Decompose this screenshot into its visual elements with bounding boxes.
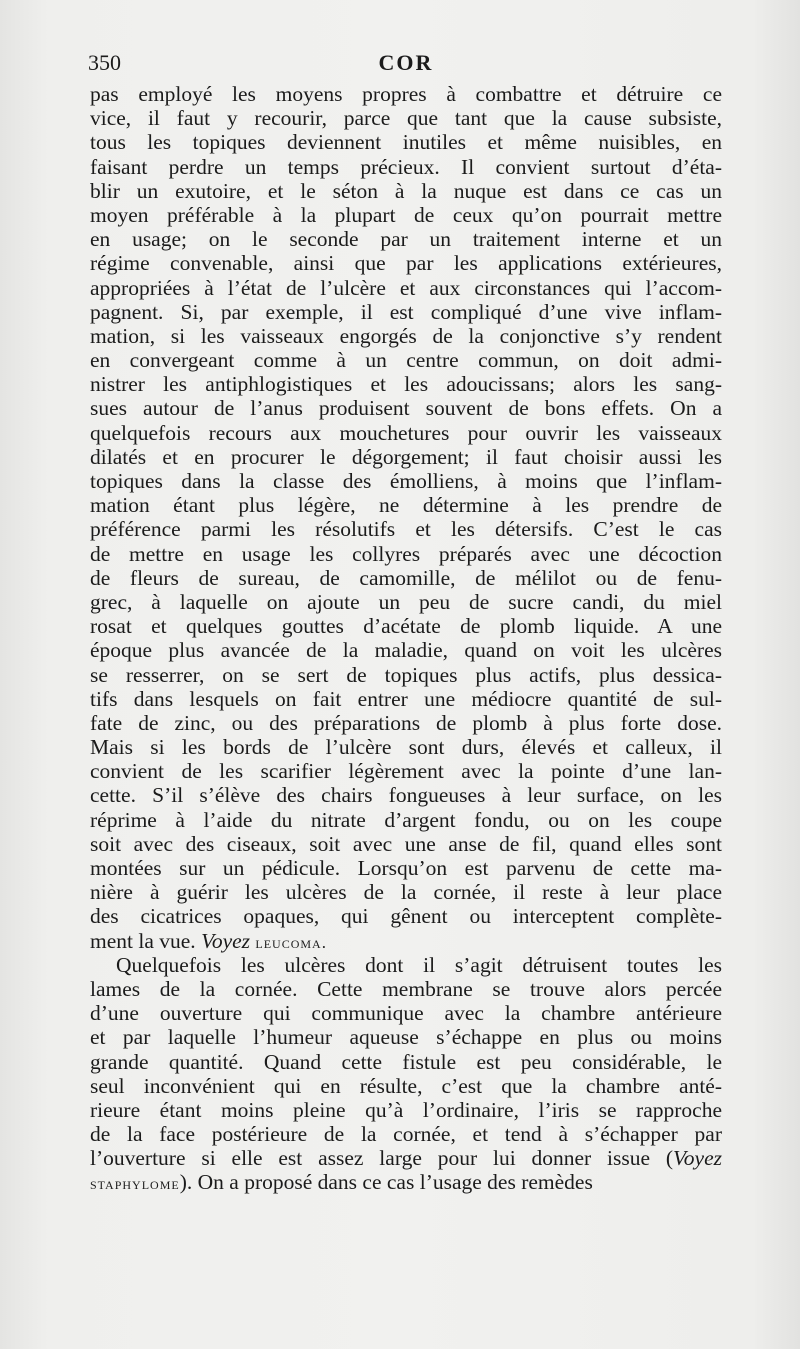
text-line: cette. S’il s’élève des chairs fongueuses à leur surface, on les bbox=[90, 783, 722, 808]
paragraph-2 bbox=[90, 953, 722, 1147]
text-line: pagnent. Si, par exemple, il est compliqué d’une vive inflam- bbox=[90, 299, 722, 324]
text-line: moyen préférable à la plupart de ceux qu’on pourrait mettre bbox=[90, 202, 722, 227]
text-line: l’ouverture si elle est assez large pour lui donner issue (Voyez bbox=[90, 1146, 722, 1171]
text-line: de la face postérieure de la cornée, et tend à s’échapper par bbox=[90, 1122, 722, 1147]
text-line: fate de zinc, ou des préparations de plomb à plus forte dose. bbox=[90, 710, 722, 735]
text-line: d’une ouverture qui communique avec la chambre antérieure bbox=[90, 1001, 722, 1026]
text-line: grec, à laquelle on ajoute un peu de sucre candi, du miel bbox=[90, 589, 722, 614]
page-number: 350 bbox=[88, 50, 121, 75]
text-line: mation étant plus légère, ne détermine à les prendre de bbox=[90, 493, 722, 518]
text-line: régime convenable, ainsi que par les applications extérieures, bbox=[90, 251, 722, 276]
text-line: blir un exutoire, et le séton à la nuque est dans ce cas un bbox=[90, 178, 722, 203]
text-line: époque plus avancée de la maladie, quand on voit les ulcères bbox=[90, 638, 722, 663]
paragraph-1 bbox=[90, 82, 722, 929]
text-line: seul inconvénient qui en résulte, c’est que la chambre anté- bbox=[90, 1073, 722, 1098]
text-line: nière à guérir les ulcères de la cornée, il reste à leur place bbox=[90, 880, 722, 905]
text-line: sues autour de l’anus produisent souvent de bons effets. On a bbox=[90, 396, 722, 421]
text-line: soit avec des ciseaux, soit avec une anse de fil, quand elles sont bbox=[90, 831, 722, 856]
text-line: de mettre en usage les collyres préparés avec une décoction bbox=[90, 541, 722, 566]
text-line: des cicatrices opaques, qui gênent ou interceptent complète- bbox=[90, 904, 722, 929]
text-line: convient de les scarifier légèrement avec la pointe d’une lan- bbox=[90, 759, 722, 784]
text-line: tous les topiques deviennent inutiles et même nuisibles, en bbox=[90, 130, 722, 155]
text-line: vice, il faut y recourir, parce que tant que la cause subsiste, bbox=[90, 106, 722, 131]
text-line: Quelquefois les ulcères dont il s’agit détruisent toutes les bbox=[116, 952, 722, 977]
text-line: lames de la cornée. Cette membrane se trouve alors percée bbox=[90, 976, 722, 1001]
text-line: réprime à l’aide du nitrate d’argent fondu, ou on les coupe bbox=[90, 807, 722, 832]
text-line: appropriées à l’état de l’ulcère et aux circonstances qui l’accom- bbox=[90, 275, 722, 300]
text-line: pas employé les moyens propres à combattre et détruire ce bbox=[90, 82, 722, 106]
text-line: en usage; on le seconde par un traitement interne et un bbox=[90, 227, 722, 252]
text-line: montées sur un pédicule. Lorsqu’on est parvenu de cette ma- bbox=[90, 856, 722, 880]
text-line: préférence parmi les résolutifs et les détersifs. C’est le cas bbox=[90, 517, 722, 542]
text-line: tifs dans lesquels on fait entrer une médiocre quantité de sul- bbox=[90, 686, 722, 711]
text-line: ment la vue. Voyez leucoma. bbox=[90, 928, 327, 953]
text-line: se resserrer, on se sert de topiques plus actifs, plus dessica- bbox=[90, 662, 722, 687]
text-line: rieure étant moins pleine qu’à l’ordinaire, l’iris se rapproche bbox=[90, 1097, 722, 1122]
text-line: rosat et quelques gouttes d’acétate de plomb liquide. A une bbox=[90, 614, 722, 639]
text-line: quelquefois recours aux mouchetures pour ouvrir les vaisseaux bbox=[90, 420, 722, 445]
page-header bbox=[88, 50, 724, 80]
text-line: et par laquelle l’humeur aqueuse s’échappe en plus ou moins bbox=[90, 1025, 722, 1050]
text-line: nistrer les antiphlogistiques et les adoucissans; alors les sang- bbox=[90, 372, 722, 397]
text-line: dilatés et en procurer le dégorgement; il faut choisir aussi les bbox=[90, 444, 722, 469]
text-line: de fleurs de sureau, de camomille, de mélilot ou de fenu- bbox=[90, 565, 722, 590]
text-line: en convergeant comme à un centre commun, on doit admi- bbox=[90, 348, 722, 373]
text-line: staphylome). On a proposé dans ce cas l’usage des remèdes bbox=[90, 1170, 593, 1195]
text-line: topiques dans la classe des émolliens, à moins que l’inflam- bbox=[90, 469, 722, 493]
text-line: grande quantité. Quand cette fistule est peu considérable, le bbox=[90, 1049, 722, 1074]
text-line: mation, si les vaisseaux engorgés de la conjonctive s’y rendent bbox=[90, 323, 722, 348]
text-line: Mais si les bords de l’ulcère sont durs, élevés et calleux, il bbox=[90, 735, 722, 760]
running-head: COR bbox=[378, 50, 434, 75]
text-line: faisant perdre un temps précieux. Il convient surtout d’éta- bbox=[90, 154, 722, 179]
body-text bbox=[90, 82, 722, 1195]
